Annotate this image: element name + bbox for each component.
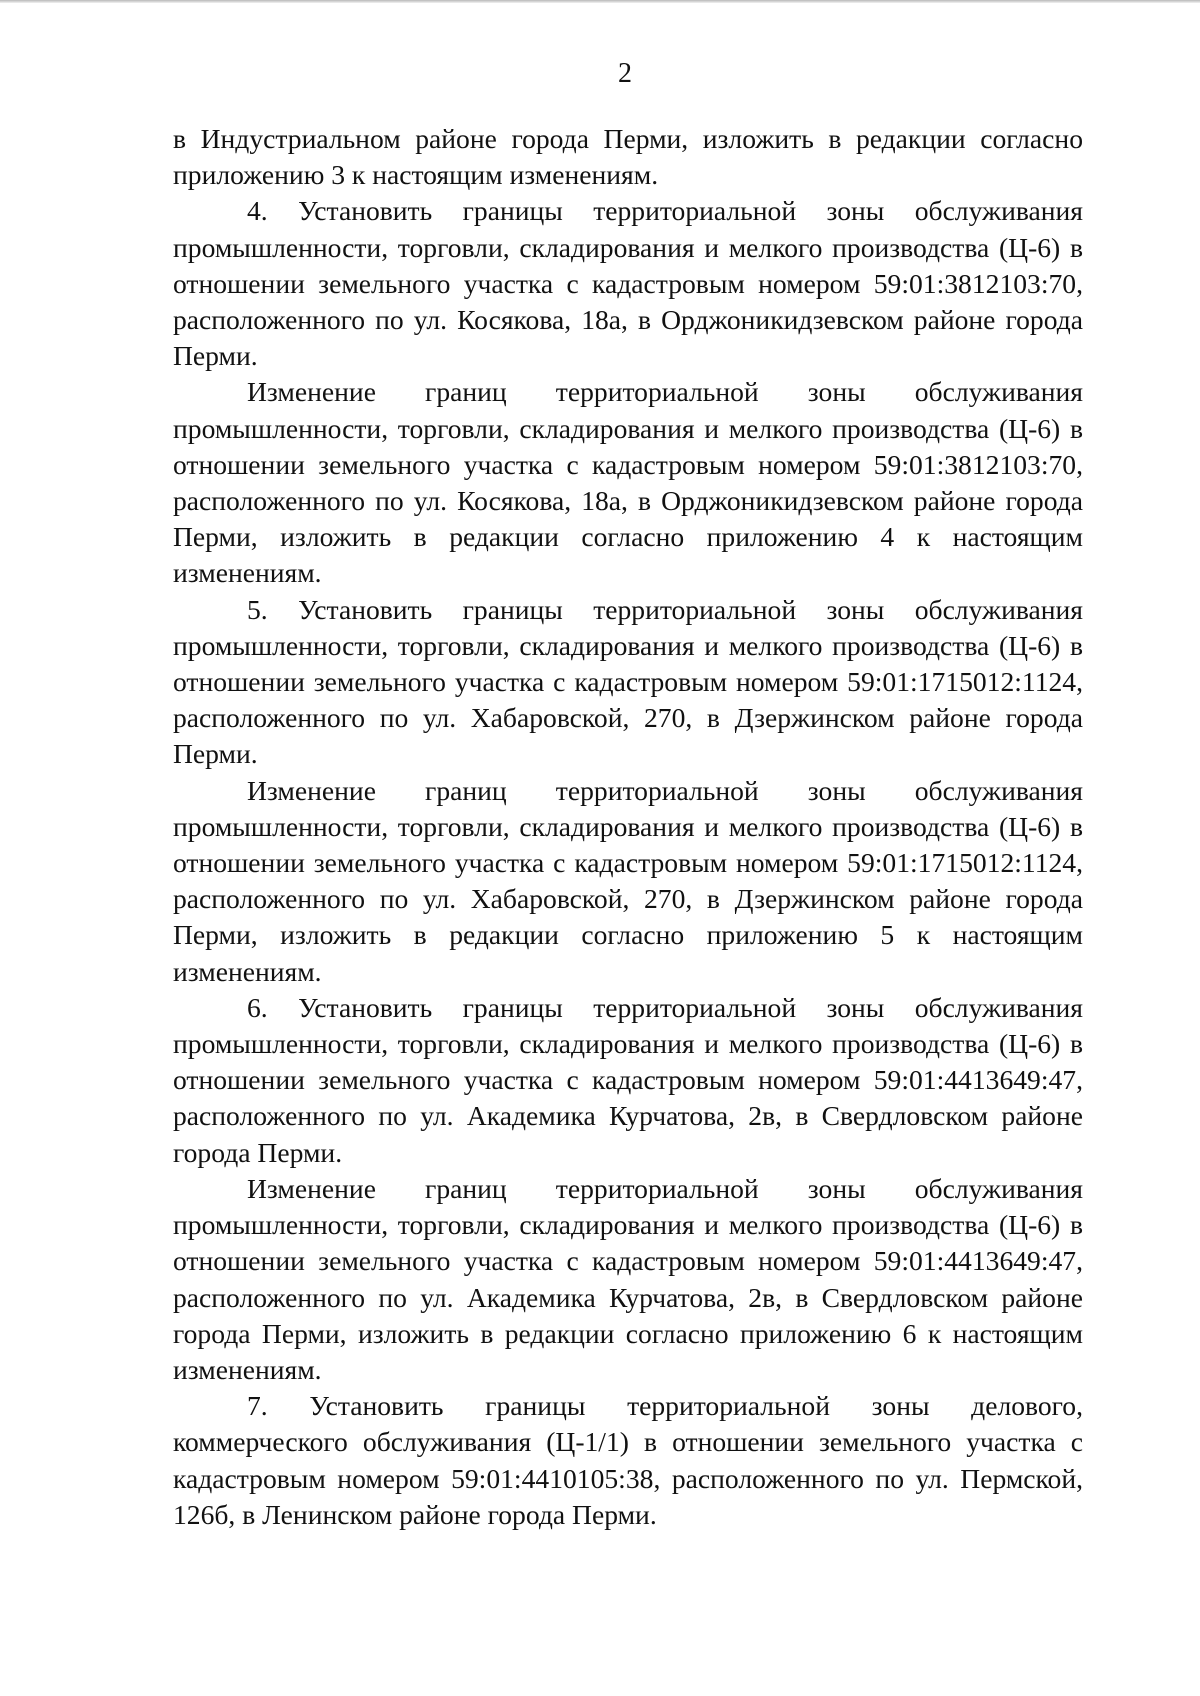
paragraph-continuation: в Индустриальном районе города Перми, изложить в редакции согласно приложению 3 к настоящим изменениям.: [173, 123, 1083, 191]
document-body: [173, 121, 1083, 1533]
paragraph-item-4: 4. Установить границы территориальной зоны обслуживания промышленности, торговли, складирования и мелкого производства (Ц-6) в отношении земельного участка с кадастровым номером 59:01:3812103:70, расположенного по ул. Косякова, 18а, в Орджоникидзевском районе города Перми.: [173, 195, 1083, 372]
paragraph-change-4: Изменение границ территориальной зоны обслуживания промышленности, торговли, складирования и мелкого производства (Ц-6) в отношении земельного участка с кадастровым номером 59:01:3812103:70, расположенного по ул. Косякова, 18а, в Орджоникидзевском районе города Перми, изложить в редакции согласно приложению 4 к настоящим изменениям.: [173, 376, 1083, 589]
paragraph-change-5: Изменение границ территориальной зоны обслуживания промышленности, торговли, складирования и мелкого производства (Ц-6) в отношении земельного участка с кадастровым номером 59:01:1715012:1124, расположенного по ул. Хабаровской, 270, в Дзержинском районе города Перми, изложить в редакции согласно приложению 5 к настоящим изменениям.: [173, 774, 1083, 987]
paragraph-item-6: 6. Установить границы территориальной зоны обслуживания промышленности, торговли, складирования и мелкого производства (Ц-6) в отношении земельного участка с кадастровым номером 59:01:4413649:47, расположенного по ул. Академика Курчатова, 2в, в Свердловском районе города Перми.: [173, 991, 1083, 1168]
paragraph-change-6: Изменение границ территориальной зоны обслуживания промышленности, торговли, складирования и мелкого производства (Ц-6) в отношении земельного участка с кадастровым номером 59:01:4413649:47, расположенного по ул. Академика Курчатова, 2в, в Свердловском районе города Перми, изложить в редакции согласно приложению 6 к настоящим изменениям.: [173, 1172, 1083, 1385]
paragraph-item-5: 5. Установить границы территориальной зоны обслуживания промышленности, торговли, складирования и мелкого производства (Ц-6) в отношении земельного участка с кадастровым номером 59:01:1715012:1124, расположенного по ул. Хабаровской, 270, в Дзержинском районе города Перми.: [173, 593, 1083, 770]
paragraph-item-7: 7. Установить границы территориальной зоны делового, коммерческого обслуживания (Ц-1/1) в отношении земельного участка с кадастровым номером 59:01:4410105:38, расположенного по ул. Пермской, 126б, в Ленинском районе города Перми.: [173, 1390, 1083, 1530]
page-number: 2: [618, 58, 632, 89]
page-top-edge: [0, 0, 1200, 3]
